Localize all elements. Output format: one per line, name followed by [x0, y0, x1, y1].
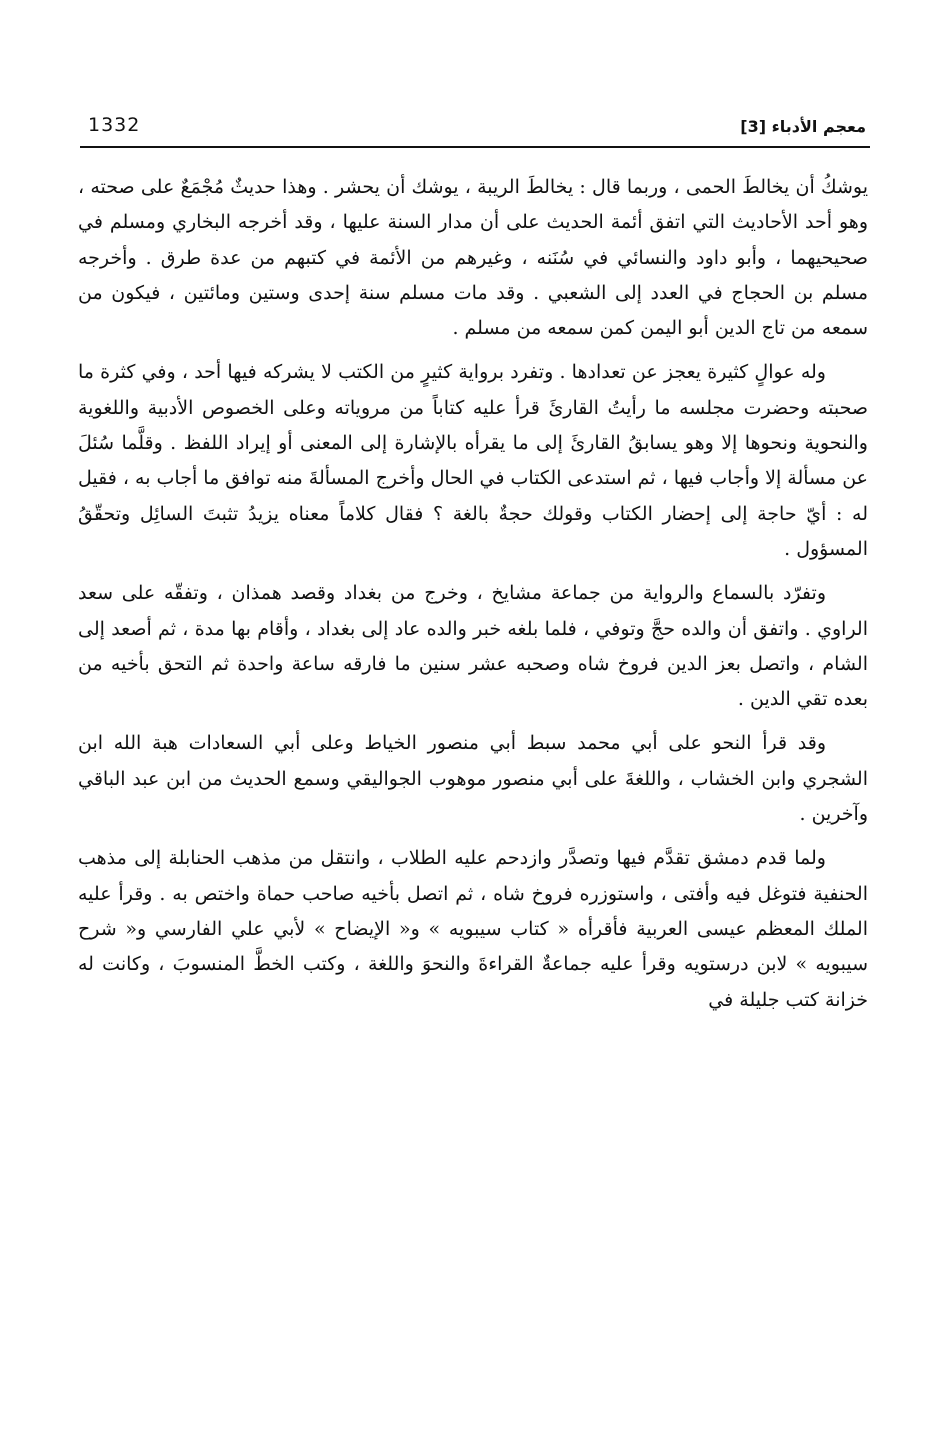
paragraph: وقد قرأ النحو على أبي محمد سبط أبي منصور الخياط وعلى أبي السعادات هبة الله ابن الشجري وابن الخشاب ، واللغةَ على أبي منصور موهوب الجواليقي وسمع الحديث من ابن عبد الباقي وآخرين .	[78, 732, 868, 826]
running-title: معجم الأدباء [3]	[740, 117, 866, 136]
paragraph: ولما قدم دمشق تقدَّم فيها وتصدَّر وازدحم عليه الطلاب ، وانتقل من مذهب الحنابلة إلى مذهب الحنفية فتوغل فيه وأفتى ، واستوزره فروخ شاه ، ثم اتصل بأخيه صاحب حماة واختص به . وقرأ عليه الملك المعظم عيسى العربية فأقرأه « كتاب سيبويه » و« الإيضاح » لأبي علي الفارسي و« شرح سيبويه » لابن درستويه وقرأ عليه جماعةٌ القراءةَ والنحوَ واللغة ، وكتب الخطَّ المنسوبَ ، وكانت له خزانة كتب جليلة في	[78, 847, 868, 1011]
body-text	[78, 170, 868, 1027]
page-number: 1332	[88, 114, 141, 136]
header-rule	[80, 146, 870, 148]
paragraph: وله عوالٍ كثيرة يعجز عن تعدادها . وتفرد برواية كثيرٍ من الكتب لا يشركه فيها أحد ، وفي كثرة ما صحبته وحضرت مجلسه ما رأيتُ القارئَ قرأ عليه كتاباً من مروياته وعلى الخصوص الأدبية واللغوية والنحوية ونحوها إلا وهو يسابقُ القارئَ إلى ما يقرأه بالإشارة إلى المعنى أو إيراد اللفظ . وقلَّما سُئلَ عن مسألة إلا وأجاب فيها ، ثم استدعى الكتاب في الحال وأخرج المسألةَ منه توافق ما أجاب به ، فقيل له : أيّ حاجة إلى إحضار الكتاب وقولك حجةٌ بالغة ؟ فقال كلاماً معناه يزيدُ تثبتَ السائِل وتحقّقُ المسؤول .	[78, 361, 868, 560]
paragraph: يوشكُ أن يخالطَ الحمى ، وربما قال : يخالطَ الريبة ، يوشك أن يحشر . وهذا حديثٌ مُجْمَعٌ على صحته ، وهو أحد الأحاديث التي اتفق أئمة الحديث على أن مدار السنة عليها ، وقد أخرجه البخاري ومسلم في صحيحيهما ، وأبو داود والنسائي في سُنَنه ، وغيرهم من الأئمة في كتبهم من عدة طرق . وأخرجه مسلم بن الحجاج في العدد إلى الشعبي . وقد مات مسلم سنة إحدى وستين ومائتين ، فيكون من سمعه من تاج الدين أبو اليمن كمن سمعه من مسلم .	[78, 176, 868, 340]
page-header	[88, 108, 866, 136]
paragraph: وتفرّد بالسماع والرواية من جماعة مشايخ ، وخرج من بغداد وقصد همذان ، وتفقّه على سعد الراوي . واتفق أن والده حجَّ وتوفي ، فلما بلغه خبر والده عاد إلى بغداد ، وأقام بها مدة ، ثم أصعد إلى الشام ، واتصل بعز الدين فروخ شاه وصحبه عشر سنين ما فارقه ساعة واحدة ثم التحق بأخيه من بعده تقي الدين .	[78, 582, 868, 711]
